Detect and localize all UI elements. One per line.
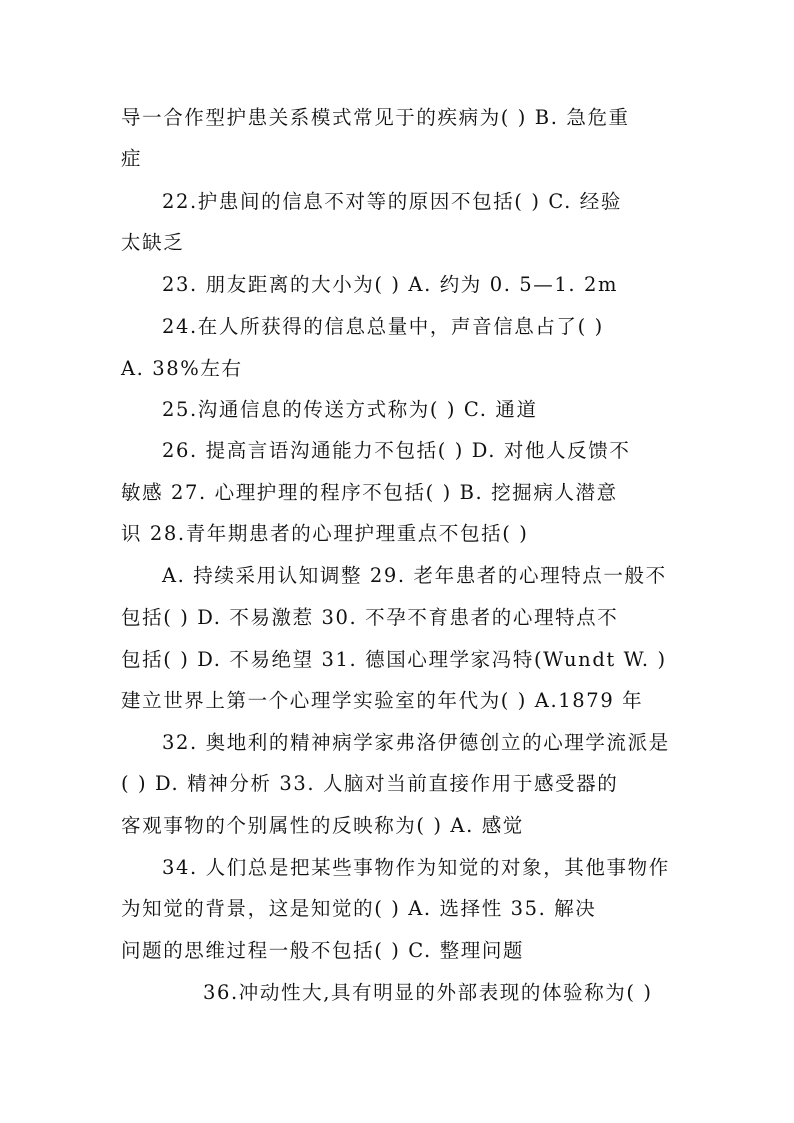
text-line: A. 持续采用认知调整 29. 老年患者的心理特点一般不 (162, 564, 667, 587)
text-line: A. 38%左右 (121, 357, 243, 380)
text-line: 问题的思维过程一般不包括( ) C. 整理问题 (121, 939, 525, 962)
text-line: 敏感 27. 心理护理的程序不包括( ) B. 挖掘病人潜意 (121, 481, 618, 504)
text-line: ( ) D. 精神分析 33. 人脑对当前直接作用于感受器的 (121, 772, 619, 795)
text-line: 为知觉的背景，这是知觉的( ) A. 选择性 35. 解决 (121, 897, 597, 920)
text-line: 22.护患间的信息不对等的原因不包括( ) C. 经验 (162, 190, 622, 213)
text-line: 24.在人所获得的信息总量中，声音信息占了( ) (162, 315, 604, 338)
text-line: 客观事物的个别属性的反映称为( ) A. 感觉 (121, 814, 524, 837)
text-line: 32. 奥地利的精神病学家弗洛伊德创立的心理学流派是 (162, 731, 670, 754)
text-line: 导一合作型护患关系模式常见于的疾病为( ) B. 急危重 (121, 106, 630, 129)
text-line: 建立世界上第一个心理学实验室的年代为( ) A.1879 年 (121, 689, 644, 712)
text-line: 36.冲动性大,具有明显的外部表现的体验称为( ) (203, 981, 653, 1004)
text-line: 包括( ) D. 不易激惹 30. 不孕不育患者的心理特点不 (121, 606, 619, 629)
text-line: 包括( ) D. 不易绝望 31. 德国心理学家冯特(Wundt W. ) (121, 648, 667, 671)
text-line: 症 (121, 147, 143, 170)
text-line: 34. 人们总是把某些事物作为知觉的对象，其他事物作 (162, 856, 670, 879)
text-line: 25.沟通信息的传送方式称为( ) C. 通道 (162, 398, 538, 421)
text-line: 23. 朋友距离的大小为( ) A. 约为 0. 5—1. 2m (162, 273, 619, 296)
text-line: 26. 提高言语沟通能力不包括( ) D. 对他人反馈不 (162, 439, 631, 462)
text-line: 太缺乏 (121, 231, 185, 254)
text-line: 识 28.青年期患者的心理护理重点不包括( ) (121, 522, 529, 545)
